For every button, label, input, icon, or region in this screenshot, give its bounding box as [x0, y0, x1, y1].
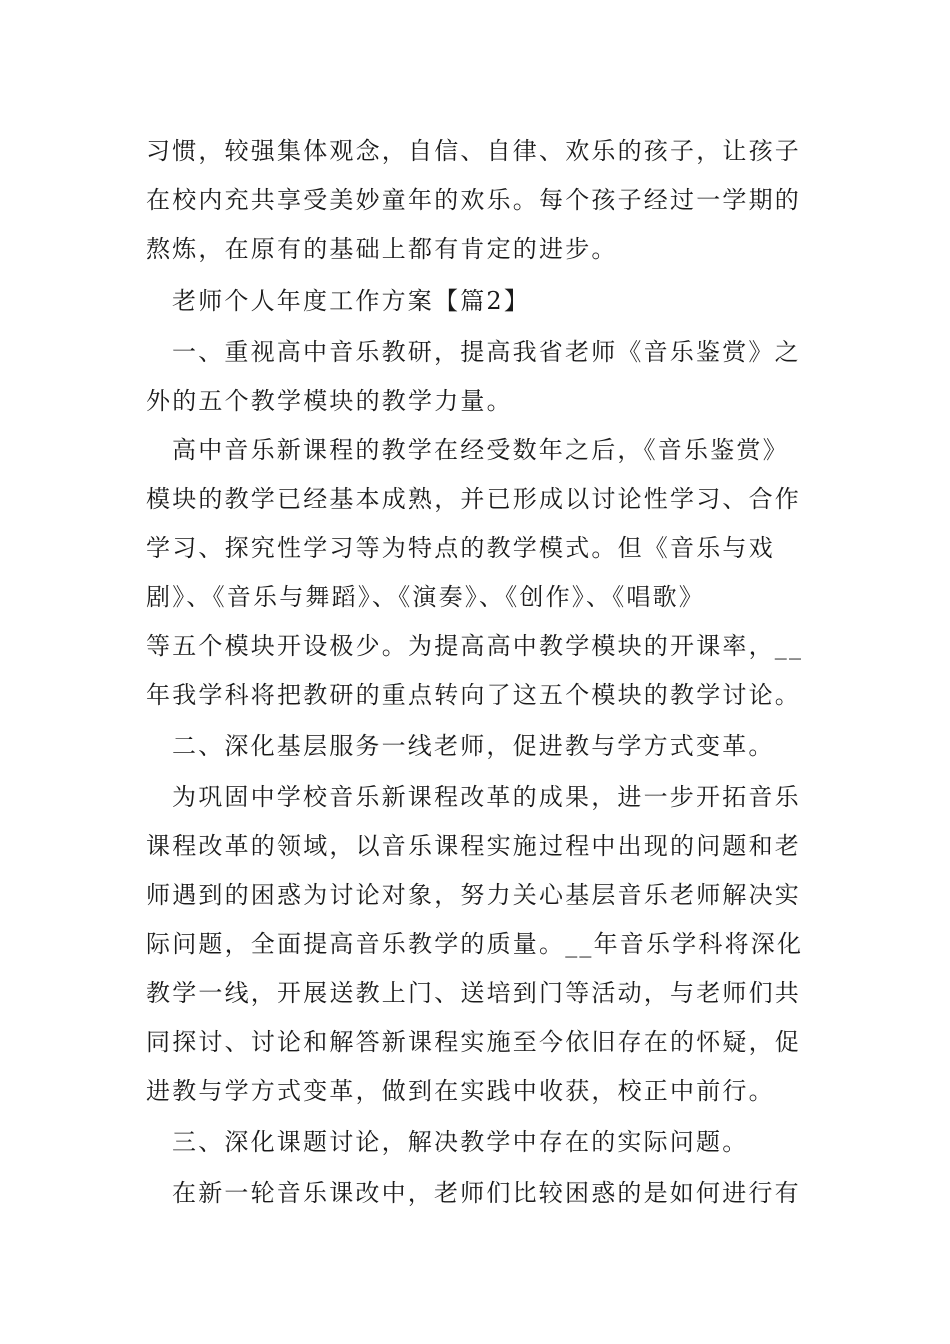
text-line: 外的五个教学模块的教学力量。 [146, 387, 513, 415]
text-line: 为巩固中学校音乐新课程改革的成果，进一步开拓音乐 [172, 783, 801, 811]
text-line: 高中音乐新课程的教学在经受数年之后，《音乐鉴赏》 [172, 436, 789, 464]
text-line: 等五个模块开设极少。为提高高中教学模块的开课率，__ [146, 632, 804, 660]
text-line: 在新一轮音乐课改中，老师们比较困惑的是如何进行有 [172, 1179, 801, 1207]
text-line: 同探讨、讨论和解答新课程实施至今依旧存在的怀疑，促 [146, 1028, 801, 1056]
text-line: 二、深化基层服务一线老师，促进教与学方式变革。 [172, 732, 775, 760]
text-line: 课程改革的领域，以音乐课程实施过程中出现的问题和老 [146, 832, 801, 860]
text-line: 进教与学方式变革，做到在实践中收获，校正中前行。 [146, 1077, 775, 1105]
text-line: 三、深化课题讨论，解决教学中存在的实际问题。 [172, 1128, 749, 1156]
text-line: 剧》、《音乐与舞蹈》、《演奏》、《创作》、《唱歌》 [146, 583, 705, 611]
text-line: 在校内充共享受美妙童年的欢乐。每个孩子经过一学期的 [146, 186, 801, 214]
text-line: 教学一线，开展送教上门、送培到门等活动，与老师们共 [146, 979, 801, 1007]
text-line: 一、重视高中音乐教研，提高我省老师《音乐鉴赏》之 [172, 338, 801, 366]
text-line: 际问题，全面提高音乐教学的质量。__年音乐学科将深化 [146, 930, 804, 958]
text-line: 模块的教学已经基本成熟，并已形成以讨论性学习、合作 [146, 485, 801, 513]
text-line: 师遇到的困惑为讨论对象，努力关心基层音乐老师解决实 [146, 881, 801, 909]
section-heading: 老师个人年度工作方案【篇2】 [172, 287, 531, 315]
text-line: 熬炼，在原有的基础上都有肯定的进步。 [146, 235, 618, 263]
text-line: 年我学科将把教研的重点转向了这五个模块的教学讨论。 [146, 681, 801, 709]
text-line: 习惯，较强集体观念，自信、自律、欢乐的孩子，让孩子 [146, 137, 801, 165]
text-line: 学习、探究性学习等为特点的教学模式。但《音乐与戏 [146, 534, 775, 562]
